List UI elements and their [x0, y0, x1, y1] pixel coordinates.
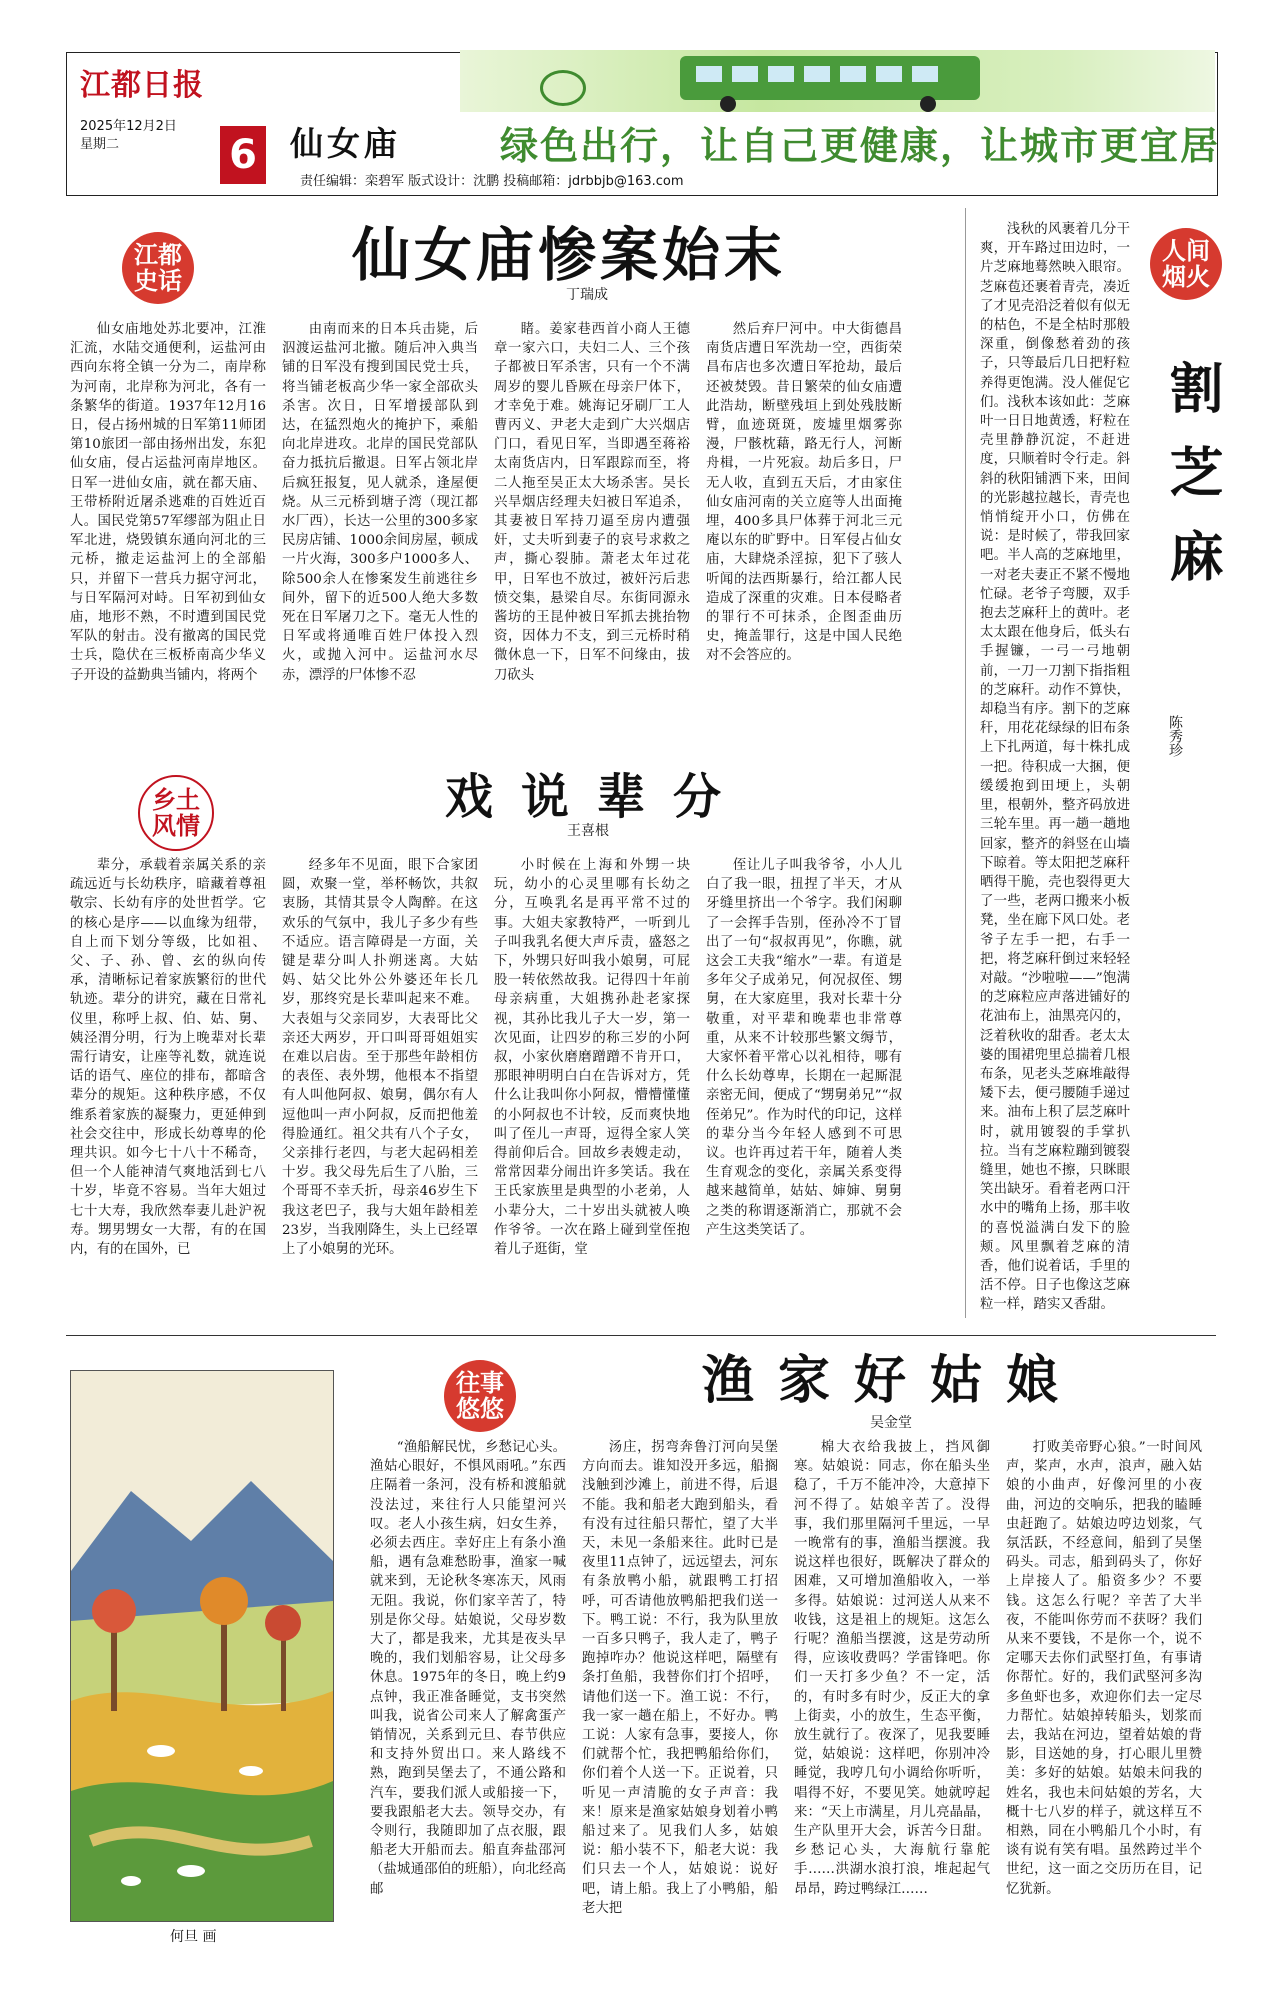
article-author-fisher-girl: 吴金堂 — [870, 1415, 912, 1431]
article-title-sesame — [1148, 360, 1225, 612]
illustration-landscape — [70, 1370, 334, 1922]
article-massacre-col2: 由南而来的日本兵击毙，后泅渡运盐河北撤。随后冲入典当铺的日军没有搜到国民党士兵，将当铺老板高少华一家全部砍头杀害。次日，日军增援部队到达，在猛烈炮火的掩护下，乘船向北岸进攻。北岸的国民党部队奋力抵抗后撤退。日军占领北岸后疯狂报复，见人就杀，逢屋便烧。从三元桥到塘子湾（现江都水厂西），长达一公里的300多家民房店铺、1000余间房屋，顿成一片火海，300多户1000多人、除500余人在惨案发生前逃往乡间外，留下的近500人绝大多数死在日军屠刀之下。毫无人性的日军或将通唯百姓尸体投入烈火，或抛入河中。运盐河水尽赤，漂浮的尸体惨不忍 — [282, 322, 478, 683]
article-title-fisher-girl: 渔家好姑娘 — [702, 1350, 1083, 1411]
landscape-painting — [71, 1371, 333, 1921]
sesame-title-text: 割芝麻 — [1161, 360, 1225, 612]
article-author-massacre: 丁瑞成 — [566, 287, 608, 303]
article-author-sesame: 陈秀珍 — [1167, 715, 1183, 757]
bicycle-icon — [540, 70, 586, 106]
article-sesame-body: 浅秋的风裹着几分干爽，开车路过田边时，一片芝麻地蓦然映入眼帘。芝麻苞还裹着青壳，凑近了才见壳沿泛着似有似无的枯色，不是全枯时那般深重，倒像愁着劲的孩子，只等最后几日把籽粒养得更饱满。没人催促它们。浅秋本该如此：芝麻叶一日日地黄透，籽粒在壳里静静沉淀，不赶进度，只顺着时令行走。斜斜的秋阳铺洒下来，田间的光影越拉越长，青壳也悄悄绽开小口，仿佛在说：是时候了，带我回家吧。半人高的芝麻地里，一对老夫妻正不紧不慢地忙碌。老爷子弯腰，双手抱去芝麻秆上的黄叶。老太太跟在他身后，低头右手握镰，一弓一弓地朝前，一刀一刀割下指指粗的芝麻秆。动作不算快，却稳当有序。割下的芝麻秆，用花花绿绿的旧布条上下扎两道，每十株扎成一把。待积成一大捆，便缓缓抱到田埂上，头朝里，根朝外，整齐码放进三轮车里。再一趟一趟地回家，整齐的斜竖在山墙下晾着。等太阳把芝麻秆晒得干脆，壳也裂得更大了一些，老两口搬来小板凳，坐在廊下风口处。老爷子左手一把，右手一把，将芝麻秆倒过来轻轻对敲。“沙啦啦——”饱满的芝麻粒应声落进铺好的花油布上，油黑亮闪的，泛着秋收的甜香。老太太婆的围裙兜里总揣着几根布条，见老头芝麻堆敲得矮下去，便弓腰随手递过来。油布上积了层芝麻叶时，就用镀裂的手掌扒拉。当有芝麻粒蹦到镀裂缝里，她也不擦，只眯眼笑出缺牙。看着老两口汗水中的嘴角上扬，那丰收的喜悦溢满白发下的脸颊。风里飘着芝麻的清香，他们说着话，手里的活不停。日子也像这芝麻粒一样，踏实又香甜。 — [980, 222, 1130, 1313]
section-badge-past-memories: 往事悠悠 — [444, 1360, 516, 1432]
article-massacre-col3: 睹。姜家巷西首小商人王德章一家六口，夫妇二人、三个孩子都被日军杀害，只有一个不满周岁的婴儿昏厥在母亲尸体下，才幸免于难。姚海记牙刷厂工人曹丙义、尹老大走到广大兴烟店门口，看见日军，当即遇至蒋裕太南货店内，日军跟踪而至，将二人拖至吴正太大场杀害。吴长兴旱烟店经理夫妇被日军追杀，其妻被日军持刀逼至房内遭强奸，丈夫听到妻子的哀号求救之声，撕心裂肺。萧老太年过花甲，日军也不放过，被奸污后悲愤交集，悬梁自尽。东街同源永酱坊的王昆仲被日军抓去挑抬物资，因体力不支，到三元桥时稍微休息一下，日军不问缘由，拔刀砍头 — [494, 322, 690, 683]
issue-date-block — [80, 118, 177, 154]
issue-weekday: 星期二 — [80, 137, 120, 152]
illustration-caption: 何旦 画 — [170, 1929, 217, 1945]
article-fisher-girl-col2: 汤庄，拐弯奔鲁汀河向吴堡方向而去。谁知没开多远，船搁浅触到沙滩上，前进不得，后退不能。我和船老大跑到船头，看有没有过往船只帮忙，望了大半天，未见一条船来往。此时已是夜里11点钟了，远远望去，河东有条放鸭小船，就跟鸭工打招呼，可否请他放鸭船把我们送一下。鸭工说：不行，我为队里放一百多只鸭子，我人走了，鸭子跑掉咋办？他说这样吧，隔壁有条打鱼船，我替你们打个招呼，请他们送一下。渔工说：不行，我一家一趟在船上，不好办。鸭工说：人家有急事，要接人，你们就帮个忙，我把鸭船给你们，你们着个人送一下。正说着，只听见一声清脆的女子声音：我来！原来是渔家姑娘身划着小鸭船过来了。见我们人多，姑娘说：船小装不下，船老大说：我们只去一个人，姑娘说：说好吧，请上船。我上了小鸭船，船老大把 — [582, 1440, 778, 1916]
column-divider — [965, 208, 966, 1318]
newspaper-logo: 江都日报 — [80, 68, 204, 103]
section-badge-local-customs: 乡土风情 — [138, 775, 214, 851]
section-badge-jiangdu-history: 江都史话 — [122, 232, 194, 304]
article-seniority-col1: 辈分，承载着亲属关系的亲疏远近与长幼秩序，暗藏着尊祖敬宗、长幼有序的处世哲学。它的核心是序——以血缘为纽带，自上而下划分等级，比如祖、父、子、孙、曾、玄的纵向传承，清晰标记着家族繁衍的世代轨迹。辈分的讲究，藏在日常礼仪里，称呼上叔、伯、姑、舅、姨泾渭分明，行为上晚辈对长辈需行请安，让座等礼数，就连说话的语气、座位的排布，都暗含辈分的规矩。这种秩序感，不仅维系着家族的凝聚力，更延伸到社会交往中，形成长幼尊卑的伦理共识。如今七十八十不稀奇，但一个人能神清气爽地活到七八十岁，毕竟不容易。当年大姐过七十大寿，我欣然奉妻儿赴沪祝寿。甥男甥女一大帮，有的在国内，有的在国外，已 — [70, 858, 266, 1258]
article-fisher-girl-col4: 打败美帝野心狼。”一时间风声，桨声，水声，浪声，融入姑娘的小曲声，好像河里的小夜曲，河边的交响乐，把我的瞌睡虫赶跑了。姑娘边哼边划浆，气氛活跃，不经意间，船到了吴堡码头。司志，船到码头了，你好上岸接人了。船资多少？不要钱。这怎么行呢？辛苦了大半夜，不能叫你劳而不获呀？我们从来不要钱，不是你一个，说不定哪天去你们武堅打鱼，有事请你帮忙。好的，我们武堅河多沟多鱼虾也多，欢迎你们去一定尽力帮忙。姑娘掉转船头，划浆而去，我站在河边，望着姑娘的背影，目送她的身，打心眼儿里赞美：多好的姑娘。姑娘未问我的姓名，我也未问姑娘的芳名，大概十七八岁的样子，就这样互不相熟，同在小鸭船几个小时，有谈有说有笑有唱。虽然跨过半个世纪，这一面之交历历在目，记忆犹新。 — [1006, 1440, 1202, 1897]
article-seniority-col3: 小时候在上海和外甥一块玩，幼小的心灵里哪有长幼之分，互唤乳名是再平常不过的事。大姐夫家教特严，一听到儿子叫我乳名便大声斥责，盛怒之下，外甥只好叫我小娘舅，可屁股一转依然故我。记得四十年前母亲病重，大姐携孙赴老家探视，其孙比我儿子大一岁，第一次见面，让四岁的称三岁的小阿叔，小家伙磨磨蹭蹭不肯开口，那眼神明明白白在告诉对方，凭什么让我叫你小阿叔，懵懵懂懂的小阿叔也不计较，反而爽快地叫了侄儿一声哥，逗得全家人笑得前仰后合。回故乡表嫂走动，常常因辈分闹出许多笑话。我在王氏家族里是典型的小老弟，人小辈分大，二十岁出头就被人唤作爷爷。一次在路上碰到堂侄抱着儿子逛街，堂 — [494, 858, 690, 1258]
bus-banner-illustration — [460, 50, 1215, 112]
green-travel-slogan: 绿色出行，让自己更健康，让城市更宜居 — [500, 123, 1221, 168]
article-massacre-col1: 仙女庙地处苏北要冲，江淮汇流，水陆交通便利，运盐河由西向东将全镇一分为二，南岸称为河南，北岸称为河北，各有一条繁华的街道。1937年12月16日，侵占扬州城的日军第11师团第10旅团一部由扬州出发，东犯仙女庙，侵占运盐河南岸地区。日军一进仙女庙，就在都天庙、王带桥附近屠杀逃难的百姓近百人。国民党第57军缪部为阻止日军北进，烧毁镇东通向河北的三元桥，撤走运盐河上的全部船只，并留下一营兵力据守河北，与日军隔河对峙。日军初到仙女庙，地形不熟，不时遭到国民党军队的射击。没有撤离的国民党士兵，隐伏在三板桥南高少华义子开设的益勤典当铺内，将两个 — [70, 322, 266, 683]
article-author-seniority: 王喜根 — [567, 823, 609, 839]
article-title-massacre: 仙女庙惨案始末 — [352, 221, 787, 289]
issue-date: 2025年12月2日 — [80, 119, 177, 134]
bus-icon — [680, 56, 980, 100]
article-massacre-col4: 然后弃尸河中。中大街德昌南货店遭日军洗劫一空，西街荣昌布店也多次遭日军抢劫，最后还被焚毁。昔日繁荣的仙女庙遭此浩劫，断壁残垣上到处残肢断臂，血迹斑斑，废墟里烟雾弥漫，尸骸枕藉，路无行人，河断舟楫，一片死寂。劫后多日，尸无人收，直到五天后，才由家住仙女庙河南的关立庭等人出面掩埋，400多具尸体葬于河北三元庵以东的旷野中。日军侵占仙女庙，大肆烧杀淫掠，犯下了骇人听闻的法西斯暴行，给江都人民造成了深重的灾难。日本侵略者的罪行不可抹杀，企图歪曲历史，掩盖罪行，这是中国人民绝对不会答应的。 — [706, 322, 902, 664]
section-badge-human-life: 人间烟火 — [1150, 228, 1222, 300]
article-title-seniority: 戏说辈分 — [445, 769, 750, 825]
article-seniority-col4: 侄让儿子叫我爷爷，小人儿白了我一眼，扭捏了半天，才从牙缝里挤出一个爷字。我们闲聊了一会挥手告别，侄孙冷不丁冒出了一句“叔叔再见”，你瞧，就这会工夫我“缩水”一辈。有道是多年父子成弟兄，何况叔侄、甥舅，在大家庭里，我对长辈十分敬重，对平辈和晚辈也非常尊重，从来不计较那些繁文缛节，大家怀着平常心以礼相待，哪有什么长幼尊卑，长期在一起厮混亲密无间，便成了“甥舅弟兄”“叔侄弟兄”。作为时代的印记，这样的辈分当今年轻人感到不可思议。也许再过若干年，随着人类生育观念的变化，亲属关系变得越来越简单，姑姑、婶婶、舅舅之类的称谓逐渐消亡，那就不会产生这类笑话了。 — [706, 858, 902, 1238]
page-column-name: 仙女庙 — [290, 124, 401, 163]
section-divider — [66, 1335, 1216, 1336]
page-number: 6 — [220, 126, 266, 184]
article-fisher-girl-col1: “渔船解民忧，乡愁记心头。渔姑心眼好，不惧风雨吼。”东西庄隔着一条河，没有桥和渡船就没法过，来往行人只能望河兴叹。老人小孩生病，妇女生养，必须去西庄。幸好庄上有条小渔船，遇有急难愁盼事，渔家一喊就来到，无论秋冬寒冻天，风雨无阻。我说，你们家辛苦了，特别是你父母。姑娘说，父母岁数大了，都是我来，尤其是夜头早晚的，我们划船容易，让父母多休息。1975年的冬日，晚上约9点钟，我正准备睡觉，支书突然叫我，说省公司来人了解禽蛋产销情况，关系到元旦、春节供应和支持外贸出口。来人路线不熟，跑到吴堡去了，不通公路和汽车，要我们派人或船接一下，要我跟船老大去。领导交办，有令则行，我随即加了点衣服，跟船老大开船而去。船直奔盐邵河（盐城通邵伯的班船），向北经高邮 — [370, 1440, 566, 1897]
editor-credits: 责任编辑：栾碧军 版式设计：沈鹏 投稿邮箱：jdrbbjb@163.com — [300, 174, 684, 189]
article-fisher-girl-col3: 棉大衣给我披上，挡风御寒。姑娘说：同志，你在船头坐稳了，千万不能冲冷，大意掉下河不得了。姑娘辛苦了。没得事，我们那里隔河千里远，一早一晚常有的事，渔船当摆渡。我说这样也很好，既解决了群众的困难，又可增加渔船收入，一举多得。姑娘说：过河送人从来不收钱，这是祖上的规矩。这怎么行呢？渔船当摆渡，这是劳动所得，应该收费吗？学雷锋吧。你们一天打多少鱼？不一定，活的，有时多有时少，反正大的拿上街卖，小的放生，生态平衡，放生就行了。夜深了，见我要睡觉，姑娘说：这样吧，你别冲冷睡觉，我哼几句小调给你听听，唱得不好，不要见笑。她就哼起来：“天上市满星，月儿亮晶晶，生产队里开大会，诉苦今日甜。乡愁记心头，大海航行靠舵手……洪湖水浪打浪，堆起起气昂昂，跨过鸭绿江…… — [794, 1440, 990, 1897]
article-seniority-col2: 经多年不见面，眼下合家团圆，欢聚一堂，举杯畅饮，共叙衷肠，其情其景令人陶醉。在这欢乐的气氛中，我儿子多少有些不适应。语言障碍是一方面，关键是辈分叫人扑朔迷离。大姑妈、姑父比外公外婆还年长几岁，那终究是长辈叫起来不难。大表姐与父亲同岁，大表哥比父亲还大两岁，开口叫哥哥姐姐实在难以启齿。至于那些年龄相仿的表侄、表外甥，他根本不指望有人叫他阿叔、娘舅，偶尔有人逗他叫一声小阿叔，反而把他羞得脸通红。祖父共有八个子女，父亲排行老四，与老大起码相差十岁。我父母先后生了八胎，三个哥哥不幸夭折，母亲46岁生下我这老巴子，我与大姐年龄相差23岁，当我刚降生，头上已经罩上了小娘舅的光环。 — [282, 858, 478, 1258]
